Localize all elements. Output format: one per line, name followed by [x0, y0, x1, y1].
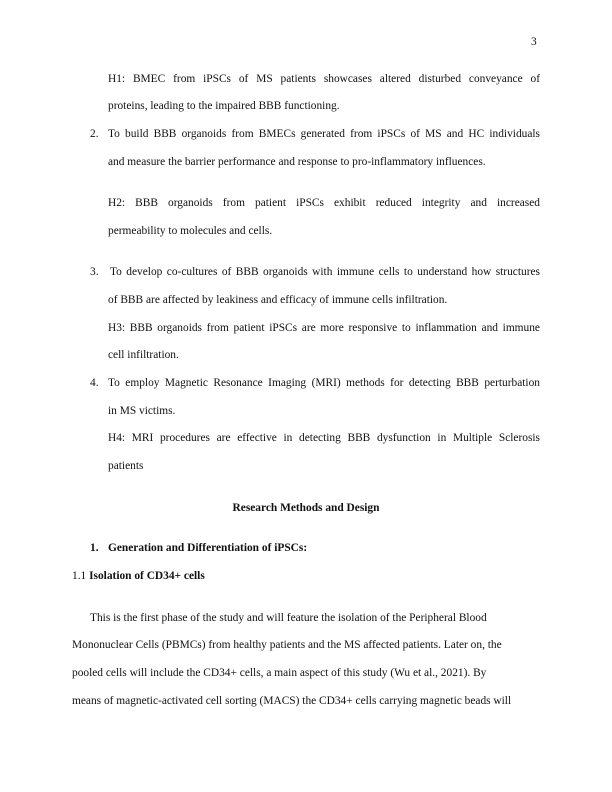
subsubsection-number: 1.1 — [72, 570, 87, 582]
paragraph-line-3: pooled cells will include the CD34+ cells, a main aspect of this study (Wu et al., 2021). By — [72, 667, 487, 679]
objective-3-line-1: To develop co-cultures of BBB organoids with immune cells to understand how structures — [110, 266, 540, 278]
paragraph-line-1: This is the first phase of the study and will feature the isolation of the Peripheral Blood — [90, 612, 487, 624]
objective-2-line-2: and measure the barrier performance and response to pro-inflammatory influences. — [108, 156, 486, 168]
hypothesis-2-line-1: H2: BBB organoids from patient iPSCs exhibit reduced integrity and increased — [108, 197, 540, 209]
subsection-title: Generation and Differentiation of iPSCs: — [108, 542, 308, 554]
subsubsection-title: Isolation of CD34+ cells — [89, 570, 205, 582]
hypothesis-3-line-2: cell infiltration. — [108, 349, 179, 361]
hypothesis-1-line-2: proteins, leading to the impaired BBB functioning. — [108, 100, 340, 112]
objective-3-line-2: of BBB are affected by leakiness and efficacy of immune cells infiltration. — [108, 294, 448, 306]
list-number-2: 2. — [90, 128, 99, 140]
section-heading: Research Methods and Design — [232, 502, 380, 514]
hypothesis-4-line-2: patients — [108, 460, 144, 472]
objective-4-line-2: in MS victims. — [108, 405, 176, 417]
subsubsection-heading — [72, 569, 205, 583]
objective-2-line-1: To build BBB organoids from BMECs generated from iPSCs of MS and HC individuals — [108, 128, 540, 140]
objective-4-line-1: To employ Magnetic Resonance Imaging (MRI) methods for detecting BBB perturbation — [108, 377, 540, 389]
hypothesis-3-line-1: H3: BBB organoids from patient iPSCs are more responsive to inflammation and immune — [108, 322, 540, 334]
hypothesis-2-line-2: permeability to molecules and cells. — [108, 225, 273, 237]
subsection-number: 1. — [90, 542, 99, 554]
list-number-4: 4. — [90, 377, 99, 389]
paragraph-line-2: Mononuclear Cells (PBMCs) from healthy patients and the MS affected patients. Later on, the — [72, 639, 502, 651]
hypothesis-1-line-1: H1: BMEC from iPSCs of MS patients showcases altered disturbed conveyance of — [108, 73, 540, 85]
page-number: 3 — [531, 36, 537, 48]
paragraph-line-4: means of magnetic-activated cell sorting (MACS) the CD34+ cells carrying magnetic beads will — [72, 695, 512, 707]
hypothesis-4-line-1: H4: MRI procedures are effective in detecting BBB dysfunction in Multiple Sclerosis — [108, 432, 540, 444]
list-number-3: 3. — [90, 266, 99, 278]
